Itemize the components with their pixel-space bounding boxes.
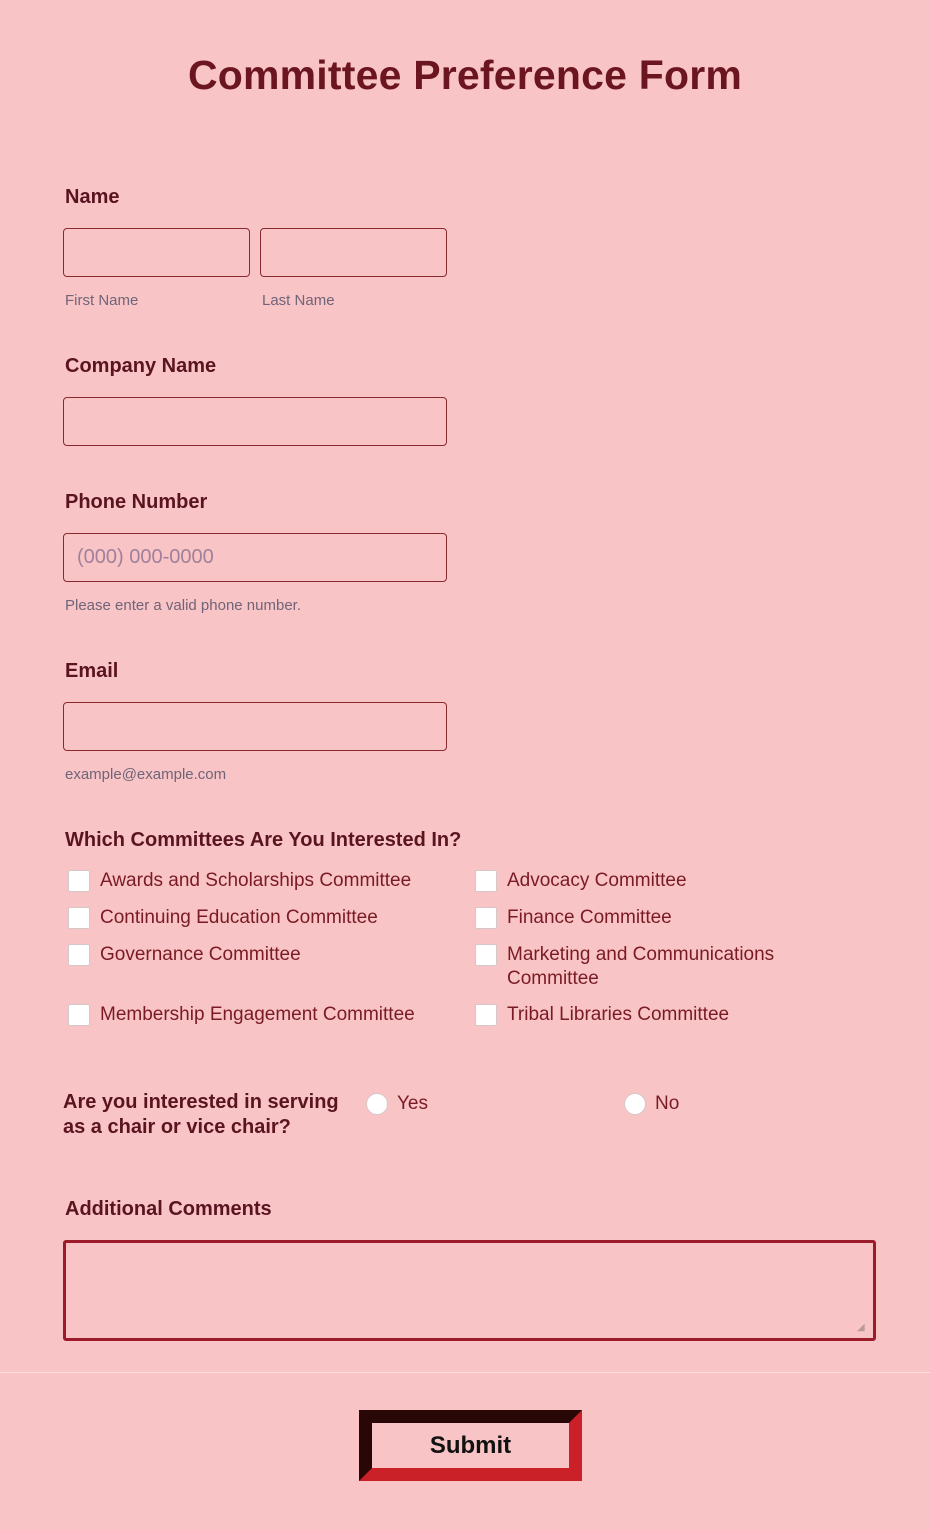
chair-question-label: Are you interested in serving as a chair or vice chair? bbox=[63, 1091, 339, 1138]
checkbox[interactable] bbox=[68, 907, 90, 929]
committee-option-label: Membership Engagement Committee bbox=[100, 1004, 415, 1025]
checkbox[interactable] bbox=[475, 907, 497, 929]
committee-option-label: Governance Committee bbox=[100, 944, 301, 965]
committee-option-awards[interactable] bbox=[68, 870, 440, 893]
last-name-input[interactable] bbox=[260, 228, 447, 277]
email-label: Email bbox=[65, 660, 119, 682]
committee-option-membership[interactable] bbox=[68, 1004, 460, 1027]
checkbox[interactable] bbox=[475, 944, 497, 966]
committee-option-finance[interactable] bbox=[475, 907, 827, 930]
chair-option-label: Yes bbox=[397, 1093, 428, 1114]
divider bbox=[0, 1372, 930, 1373]
committee-option-advocacy[interactable] bbox=[475, 870, 827, 893]
committee-option-governance[interactable] bbox=[68, 944, 440, 967]
checkbox[interactable] bbox=[68, 1004, 90, 1026]
resize-grip-icon[interactable]: ◢ bbox=[857, 1322, 865, 1333]
committee-option-label: Advocacy Committee bbox=[507, 870, 687, 891]
company-name-label: Company Name bbox=[65, 355, 217, 377]
additional-comments-label: Additional Comments bbox=[65, 1198, 272, 1220]
radio-button[interactable] bbox=[366, 1093, 388, 1115]
committees-label: Which Committees Are You Interested In? bbox=[65, 829, 462, 851]
first-name-sublabel: First Name bbox=[65, 292, 139, 309]
chair-option-label: No bbox=[655, 1093, 680, 1114]
phone-number-label: Phone Number bbox=[65, 491, 208, 513]
committee-option-label: Finance Committee bbox=[507, 907, 672, 928]
checkbox[interactable] bbox=[68, 944, 90, 966]
last-name-sublabel: Last Name bbox=[262, 292, 335, 309]
company-name-input[interactable] bbox=[63, 397, 447, 446]
radio-button[interactable] bbox=[624, 1093, 646, 1115]
email-input[interactable] bbox=[63, 702, 447, 751]
checkbox[interactable] bbox=[475, 1004, 497, 1026]
committee-option-label: Continuing Education Committee bbox=[100, 907, 378, 928]
submit-button[interactable]: Submit bbox=[359, 1410, 582, 1481]
checkbox[interactable] bbox=[475, 870, 497, 892]
committee-option-label: Awards and Scholarships Committee bbox=[100, 870, 412, 891]
chair-option-no[interactable] bbox=[624, 1093, 679, 1115]
phone-hint: Please enter a valid phone number. bbox=[65, 597, 301, 614]
email-hint: example@example.com bbox=[65, 766, 227, 783]
checkbox[interactable] bbox=[68, 870, 90, 892]
committee-option-tribal-libraries[interactable] bbox=[475, 1004, 827, 1027]
committee-option-label: Marketing and Communications Committee bbox=[507, 944, 775, 989]
committee-option-marketing[interactable] bbox=[475, 944, 802, 991]
committee-option-label: Tribal Libraries Committee bbox=[507, 1004, 730, 1025]
first-name-input[interactable] bbox=[63, 228, 250, 277]
form-title: Committee Preference Form bbox=[187, 52, 743, 98]
additional-comments-textarea[interactable] bbox=[63, 1240, 876, 1341]
name-label: Name bbox=[65, 186, 120, 208]
committee-option-continuing-education[interactable] bbox=[68, 907, 440, 930]
chair-option-yes[interactable] bbox=[366, 1093, 428, 1115]
phone-number-input[interactable] bbox=[63, 533, 447, 582]
